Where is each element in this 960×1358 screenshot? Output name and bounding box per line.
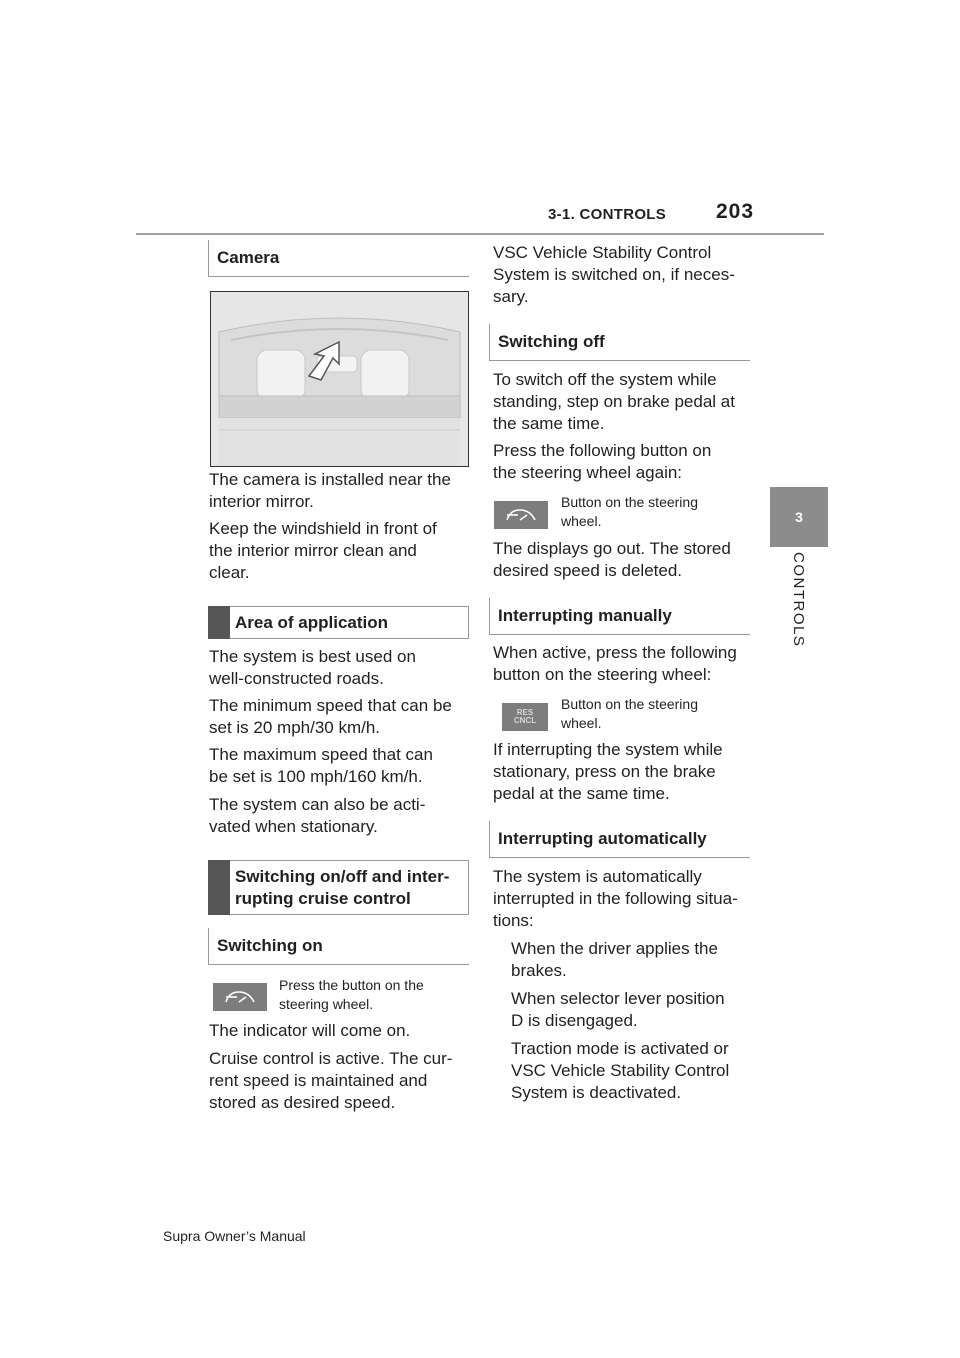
chapter-tab (770, 487, 828, 547)
chapter-number: 3 (795, 509, 803, 525)
switch-off-paragraph-3: The displays go out. The stored desired speed is deleted. (493, 539, 731, 580)
vsc-paragraph: VSC Vehicle Stability Control System is switched on, if neces- sary. (493, 243, 735, 306)
switching-off-heading: Switching off (489, 324, 750, 361)
cruise-button-image (213, 983, 267, 1011)
chapter-label: CONTROLS (790, 552, 807, 648)
manual-paragraph-2: If interrupting the system while stationary, press on the brake pedal at the same time. (493, 740, 723, 803)
area-paragraph-2: The minimum speed that can be set is 20 mph/30 km/h. (209, 696, 452, 737)
switch-off-paragraph-1: To switch off the system while standing, step on brake pedal at the same time. (493, 370, 735, 433)
area-paragraph-4: The system can also be acti- vated when stationary. (209, 795, 426, 836)
switching-on-heading: Switching on (208, 928, 469, 965)
area-paragraph-1: The system is best used on well-constructed roads. (209, 647, 416, 688)
switching-heading: Switching on/off and inter- rupting cruise control (208, 860, 469, 915)
switching-on-caption: Press the button on the steering wheel. (279, 977, 424, 1012)
area-heading: Area of application (208, 606, 469, 639)
switch-off-paragraph-2: Press the following button on the steering wheel again: (493, 441, 712, 482)
bullet-item-traction: Traction mode is activated or VSC Vehicle Stability Control System is deactivated. (511, 1039, 730, 1102)
rear-cabin-illustration (211, 292, 468, 466)
camera-paragraph-2: Keep the windshield in front of the interior mirror clean and clear. (209, 519, 437, 582)
camera-heading: Camera (208, 240, 469, 277)
cruise-button-image-2 (494, 501, 548, 529)
auto-paragraph: The system is automatically interrupted in the following situa- tions: (493, 867, 738, 930)
area-paragraph-3: The maximum speed that can be set is 100 mph/160 km/h. (209, 745, 433, 786)
manual-caption: Button on the steering wheel. (561, 696, 698, 731)
chapter-label-box (768, 552, 828, 662)
interrupting-manually-heading: Interrupting manually (489, 598, 750, 635)
interrupting-automatically-heading: Interrupting automatically (489, 821, 750, 858)
manual-paragraph-1: When active, press the following button on the steering wheel: (493, 643, 737, 684)
cruise-active-paragraph: Cruise control is active. The cur- rent speed is maintained and stored as desired speed. (209, 1049, 453, 1112)
bullet-item-selector: When selector lever position D is disengaged. (511, 989, 725, 1030)
camera-paragraph-1: The camera is installed near the interior mirror. (209, 470, 451, 511)
section-title: 3-1. CONTROLS (548, 206, 667, 223)
cruise-control-icon (504, 507, 538, 523)
header-rule (136, 233, 824, 235)
indicator-paragraph: The indicator will come on. (209, 1021, 411, 1040)
page-number: 203 (716, 200, 755, 223)
cruise-control-icon (223, 989, 257, 1005)
res-cncl-icon: RES CNCL (513, 708, 537, 725)
switch-off-caption: Button on the steering wheel. (561, 494, 698, 529)
bullet-item-brakes: When the driver applies the brakes. (511, 939, 718, 980)
camera-illustration (210, 291, 469, 467)
res-cncl-button-image (502, 703, 548, 731)
footer-manual-title: Supra Owner’s Manual (163, 1228, 306, 1244)
